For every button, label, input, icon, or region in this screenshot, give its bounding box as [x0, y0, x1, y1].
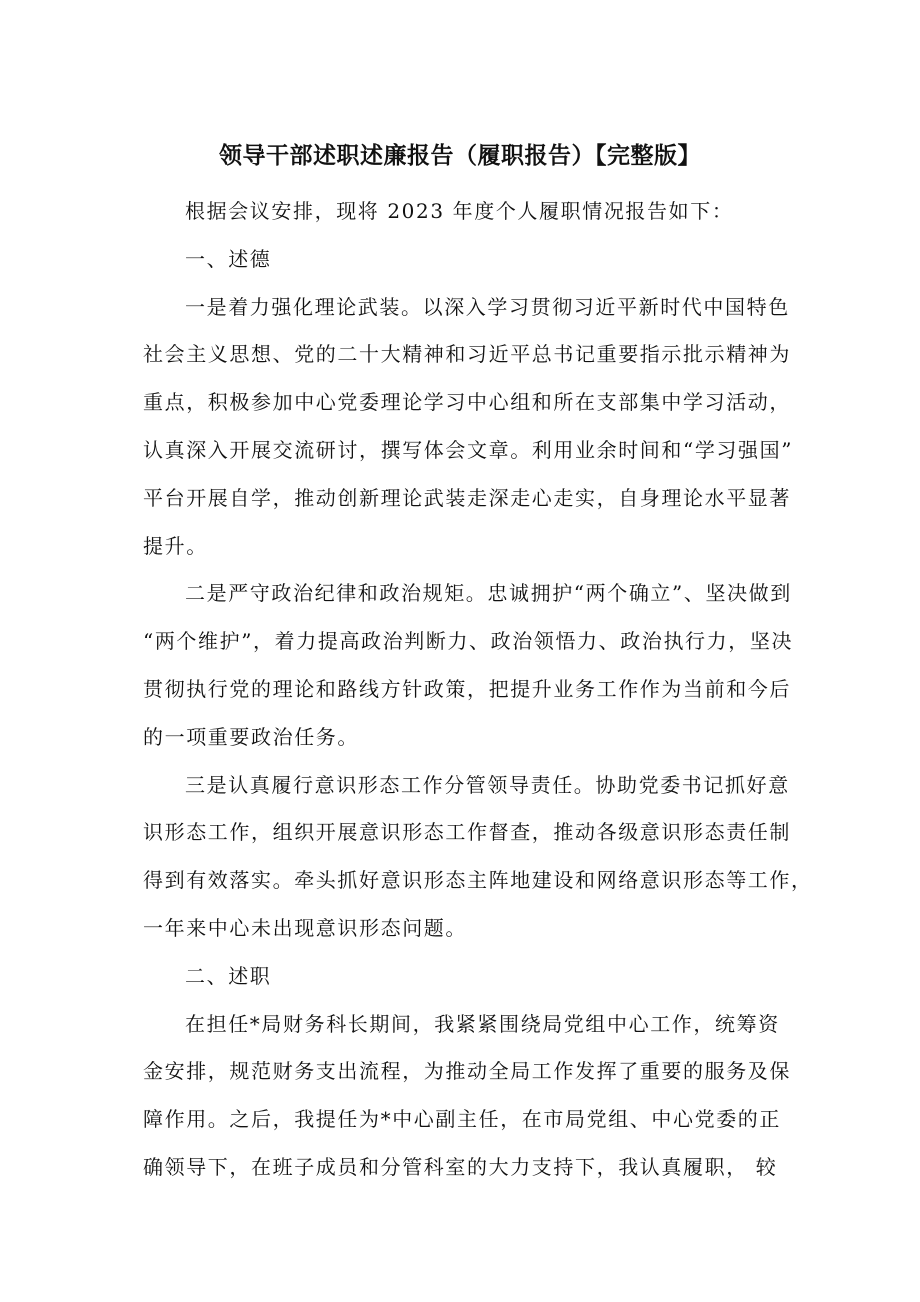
text-line: 二是严守政治纪律和政治规矩。忠诚拥护“两个确立”、坚决做到 [185, 581, 792, 606]
text-line: 一年来中心未出现意识形态问题。 [143, 915, 467, 940]
text-line: 在担任*局财务科长期间，我紧紧围绕局党组中心工作，统筹资 [185, 1011, 780, 1036]
text-line: 障作用。之后，我提任为*中心副主任，在市局党组、中心党委的正 [143, 1107, 781, 1132]
text-line: “两个维护”，着力提高政治判断力、政治领悟力、政治执行力，坚决 [143, 629, 794, 654]
document-title: 领导干部述职述廉报告（履职报告）【完整版】 [219, 143, 701, 169]
text-line: 根据会议安排，现将 2023 年度个人履职情况报告如下： [185, 199, 734, 223]
text-line: 认真深入开展交流研讨，撰写体会文章。利用业余时间和“学习强国” [143, 437, 794, 462]
text-line: 识形态工作，组织开展意识形态工作督查，推动各级意识形态责任制 [143, 820, 791, 845]
text-line: 社会主义思想、党的二十大精神和习近平总书记重要指示批示精神为 [143, 342, 791, 367]
text-line: 确领导下，在班子成员和分管科室的大力支持下，我认真履职， 较 [143, 1154, 778, 1179]
section-heading: 二、述职 [185, 963, 272, 988]
text-line: 贯彻执行党的理论和路线方针政策，把提升业务工作作为当前和今后 [143, 676, 791, 701]
text-line: 得到有效落实。牵头抓好意识形态主阵地建设和网络意识形态等工作， [143, 868, 813, 893]
text-line: 提升。 [143, 533, 208, 558]
document-body [143, 188, 813, 1192]
text-line: 金安排，规范财务支出流程，为推动全局工作发挥了重要的服务及保 [143, 1059, 791, 1084]
text-line: 平台开展自学，推动创新理论武装走深走心走实，自身理论水平显著 [143, 485, 791, 510]
section-heading: 一、述德 [185, 246, 272, 271]
text-line: 三是认真履行意识形态工作分管领导责任。协助党委书记抓好意 [185, 772, 790, 797]
text-line: 一是着力强化理论武装。以深入学习贯彻习近平新时代中国特色 [185, 294, 790, 319]
text-line: 重点，积极参加中心党委理论学习中心组和所在支部集中学习活动， [143, 390, 791, 415]
text-line: 的一项重要政治任务。 [143, 724, 359, 749]
